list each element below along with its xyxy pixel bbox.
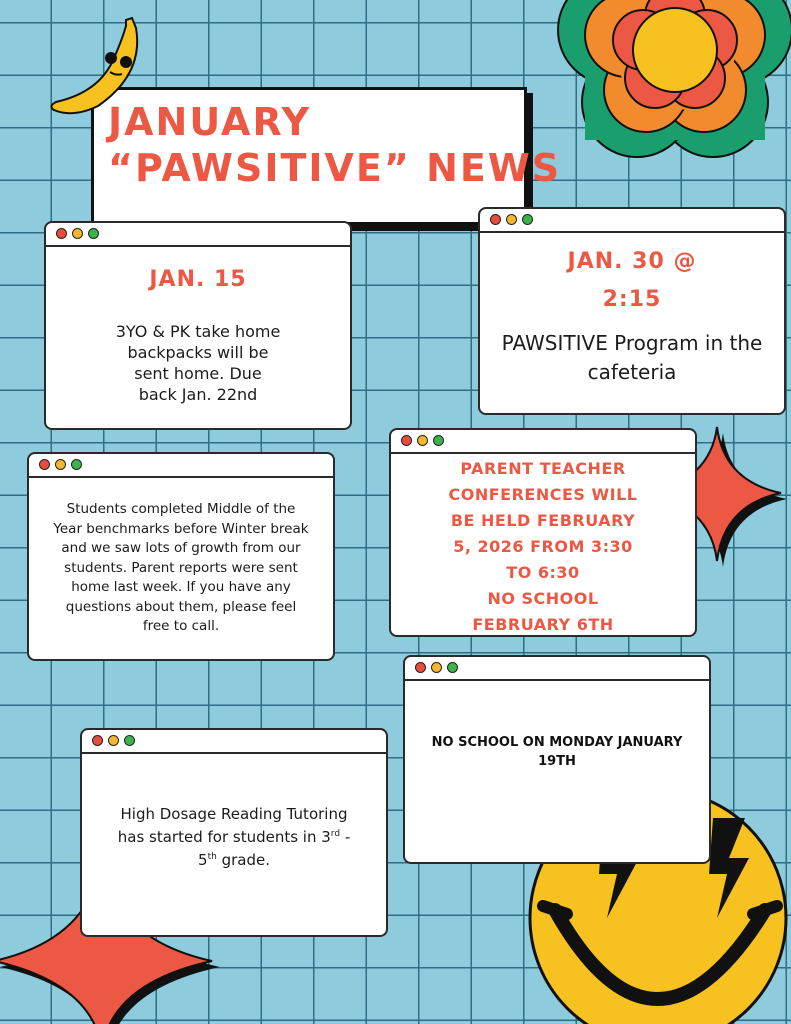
title-box bbox=[91, 87, 562, 225]
card-body: PAWSITIVE Program in the cafeteria bbox=[501, 331, 763, 384]
green-dot-icon bbox=[522, 214, 533, 225]
card-body: NO SCHOOL ON MONDAY JANUARY 19TH bbox=[431, 735, 683, 769]
banana-with-sunglasses-icon bbox=[48, 14, 143, 119]
yellow-dot-icon bbox=[55, 459, 66, 470]
yellow-dot-icon bbox=[431, 662, 442, 673]
red-dot-icon bbox=[92, 735, 103, 746]
window-bar bbox=[480, 209, 784, 233]
red-dot-icon bbox=[401, 435, 412, 446]
red-dot-icon bbox=[39, 459, 50, 470]
card-no-school bbox=[403, 655, 711, 864]
green-dot-icon bbox=[447, 662, 458, 673]
red-dot-icon bbox=[415, 662, 426, 673]
red-dot-icon bbox=[56, 228, 67, 239]
window-bar bbox=[29, 454, 333, 478]
window-bar bbox=[46, 223, 350, 247]
green-dot-icon bbox=[88, 228, 99, 239]
yellow-dot-icon bbox=[417, 435, 428, 446]
card-heading: JAN. 30 @ 2:15 bbox=[567, 249, 697, 312]
card-tutoring bbox=[80, 728, 388, 937]
card-jan-30 bbox=[478, 207, 786, 415]
yellow-dot-icon bbox=[72, 228, 83, 239]
card-benchmarks bbox=[27, 452, 335, 661]
red-dot-icon bbox=[490, 214, 501, 225]
window-bar bbox=[405, 657, 709, 681]
card-body: High Dosage Reading Tutoring has started for students in 3rd - 5th grade. bbox=[117, 805, 351, 869]
card-conferences bbox=[389, 428, 697, 637]
title-line-2: “PAWSITIVE” NEWS bbox=[108, 146, 562, 190]
card-jan-15 bbox=[44, 221, 352, 430]
card-body: 3YO & PK take home backpacks will be sent home. Due back Jan. 22nd bbox=[115, 322, 281, 404]
card-heading: JAN. 15 bbox=[149, 267, 247, 292]
card-body: Students completed Middle of the Year benchmarks before Winter break and we saw lots of growth from our students. Parent reports were sent home last week. If you have any questions about them, please feel free to call. bbox=[53, 501, 309, 634]
green-dot-icon bbox=[71, 459, 82, 470]
title-line-1: JANUARY bbox=[108, 100, 312, 144]
yellow-dot-icon bbox=[506, 214, 517, 225]
window-bar bbox=[82, 730, 386, 754]
card-body: PARENT TEACHER CONFERENCES WILL BE HELD FEBRUARY 5, 2026 FROM 3:30 TO 6:30 NO SCHOOL FEBRUARY 6TH bbox=[448, 459, 638, 634]
yellow-dot-icon bbox=[108, 735, 119, 746]
retro-flower-icon bbox=[530, 0, 791, 195]
window-bar bbox=[391, 430, 695, 454]
green-dot-icon bbox=[433, 435, 444, 446]
green-dot-icon bbox=[124, 735, 135, 746]
